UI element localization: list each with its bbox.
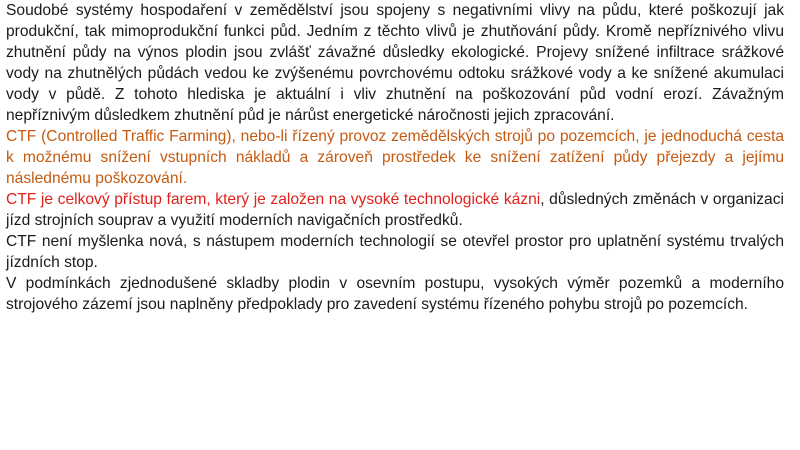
paragraph-soil-compaction: Soudobé systémy hospodaření v zemědělství jsou spojeny s negativními vlivy na půdu, které poškozují jak produkční, tak mimoprodukční funkci půd. Jedním z těchto vlivů je zhutňování půdy. Kromě nepříznivého vlivu zhutnění půdy na výnos plodin jsou zvlášť závažné důsledky ekologické. Projevy snížené infiltrace srážkové vody na zhutnělých půdách vedou ke zvýšenému povrchovému odtoku srážkové vody a ke snížené akumulaci vody v půdě. Z tohoto hlediska je aktuální i vliv zhutnění na poškozování půd vodní erozí. Závažným nepříznivým důsledkem zhutnění půd je nárůst energetické náročnosti jejich zpracování. [6, 2, 784, 124]
paragraph-ctf-not-new: CTF není myšlenka nová, s nástupem moderních technologií se otevřel prostor pro uplatnění systému trvalých jízdních stop. [6, 233, 784, 271]
paragraph-ctf-definition: CTF (Controlled Traffic Farming), nebo-li řízený provoz zemědělských strojů po pozemcích, je jednoduchá cesta k možnému snížení vstupních nákladů a zároveň prostředek ke snížení zatížení půdy přejezdy a jejímu následnému poškozování. [6, 128, 784, 187]
paragraph-conditions: V podmínkách zjednodušené skladby plodin v osevním postupu, vysokých výměr pozemků a moderního strojového zázemí jsou naplněny předpoklady pro zavedení systému řízeného pohybu strojů po pozemcích. [6, 275, 784, 313]
paragraph-ctf-approach [6, 189, 784, 231]
ctf-approach-rest: , důsledných změnách v organizaci jízd strojních souprav a využití moderních navigačních prostředků. [6, 191, 784, 229]
ctf-approach-highlight: CTF je celkový přístup farem, který je založen na vysoké technologické kázni [6, 191, 541, 208]
text-block [6, 0, 784, 315]
